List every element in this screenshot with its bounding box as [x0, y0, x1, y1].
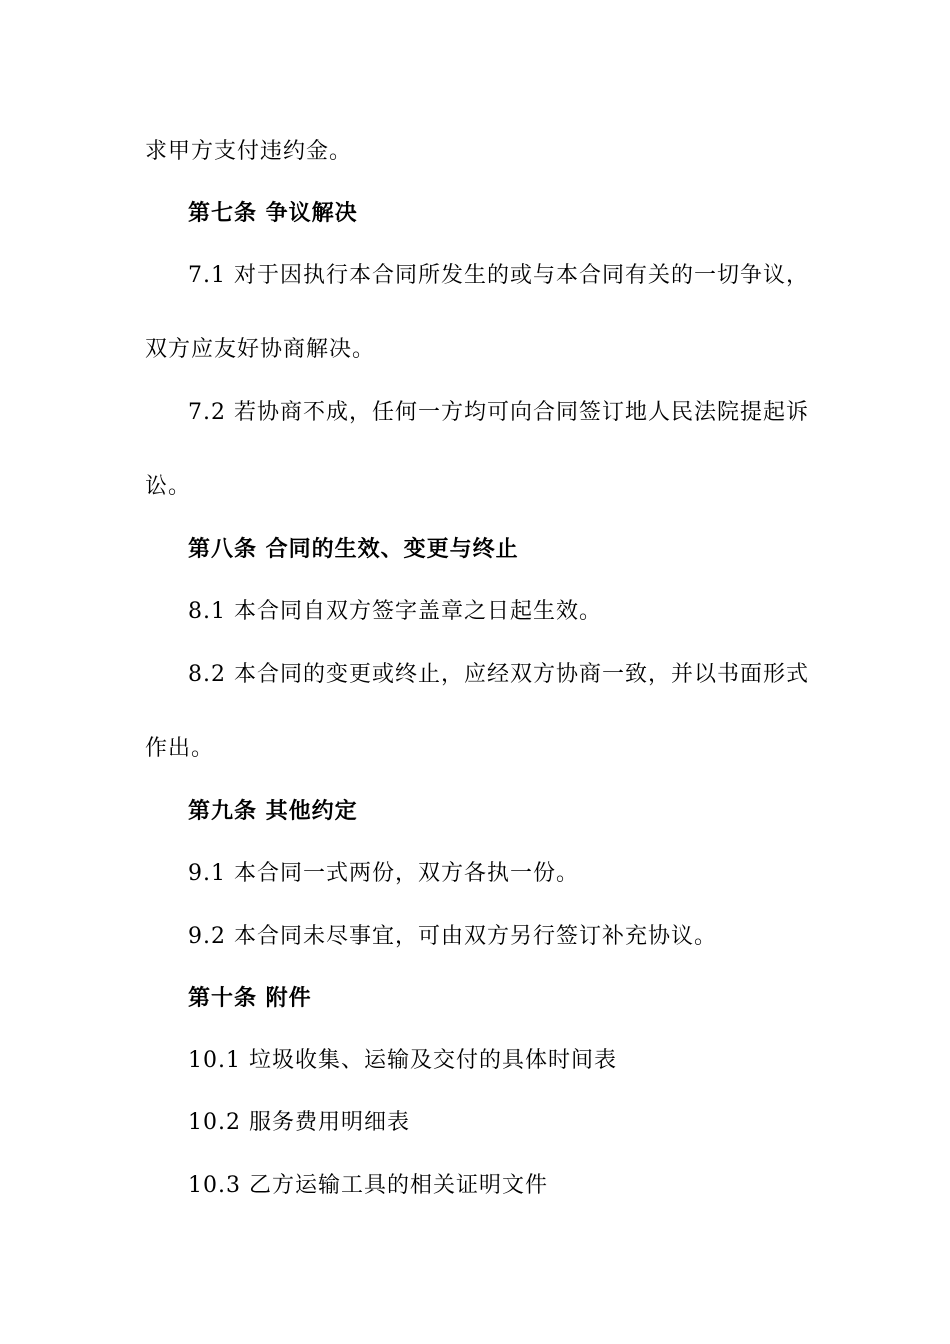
paragraph-continuation: 求甲方支付违约金。	[145, 139, 353, 164]
clause-7-1-continuation: 双方应友好协商解决。	[145, 337, 376, 362]
attachment-10-2: 10.2 服务费用明细表	[188, 1110, 410, 1135]
section-heading-8: 第八条 合同的生效、变更与终止	[188, 537, 519, 562]
clause-9-1: 9.1 本合同一式两份，双方各执一份。	[188, 861, 579, 886]
clause-8-2-continuation: 作出。	[145, 736, 215, 761]
attachment-10-1: 10.1 垃圾收集、运输及交付的具体时间表	[188, 1048, 617, 1073]
section-heading-10: 第十条 附件	[188, 986, 312, 1011]
clause-8-1: 8.1 本合同自双方签字盖章之日起生效。	[188, 599, 602, 624]
section-heading-9: 第九条 其他约定	[188, 799, 358, 824]
clause-8-2: 8.2 本合同的变更或终止，应经双方协商一致，并以书面形式	[188, 662, 809, 687]
clause-9-2: 9.2 本合同未尽事宜，可由双方另行签订补充协议。	[188, 924, 717, 949]
clause-7-2-continuation: 讼。	[145, 474, 192, 499]
attachment-10-3: 10.3 乙方运输工具的相关证明文件	[188, 1173, 548, 1198]
clause-7-1: 7.1 对于因执行本合同所发生的或与本合同有关的一切争议，	[188, 263, 809, 288]
clause-7-2: 7.2 若协商不成，任何一方均可向合同签订地人民法院提起诉	[188, 400, 809, 425]
section-heading-7: 第七条 争议解决	[188, 201, 358, 226]
